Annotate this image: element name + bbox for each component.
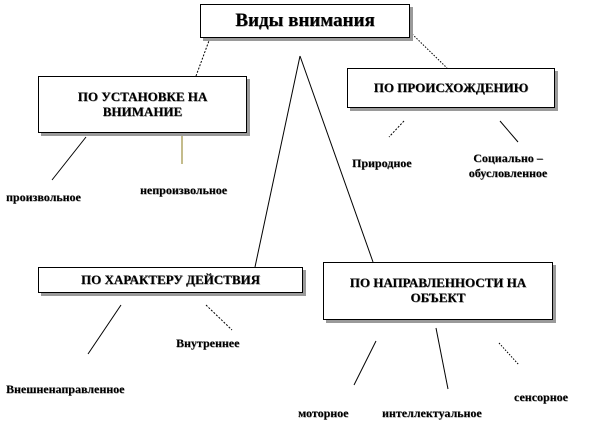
category-ustanovka-node [38, 76, 247, 133]
connector-napravlennost-intellektualnoe [436, 328, 448, 389]
category-napravlennost-label: ПО НАПРАВЛЕННОСТИ НА ОБЪЕКТ [349, 275, 527, 305]
connector-ustanovka-proizvolnoe [52, 137, 86, 180]
category-kharakter-node [38, 267, 303, 293]
connector-root-kharakter [255, 56, 300, 267]
leaf-sensornoe: сенсорное [514, 390, 568, 404]
root-node [200, 4, 410, 38]
root-label: Виды внимания [235, 10, 375, 32]
connector-kharakter-vneshne [88, 305, 121, 354]
leaf-vnutrennee: Внутреннее [176, 336, 240, 350]
leaf-socialno: Социально – обусловленное [468, 151, 548, 180]
leaf-neproizvolnoe: непроизвольное [140, 183, 228, 197]
connector-root-proiskhozhdenie [410, 32, 447, 68]
connector-napravlennost-sensornoe [499, 343, 519, 365]
leaf-prirodnoe: Природное [352, 156, 412, 170]
leaf-motornoe: моторное [298, 406, 349, 420]
connector-root-ustanovka [196, 38, 210, 76]
category-proiskhozhdenie-label: ПО ПРОИСХОЖДЕНИЮ [373, 79, 529, 95]
connector-kharakter-vnutrennee [206, 305, 232, 330]
connector-proiskhozhdenie-prirodnoe [389, 121, 404, 137]
category-kharakter-label: ПО ХАРАКТЕРУ ДЕЙСТВИЯ [80, 271, 261, 287]
leaf-proizvolnoe: произвольное [6, 190, 81, 204]
category-proiskhozhdenie-node [347, 68, 555, 108]
leaf-vneshnenapravlennoe: Внешненаправленное [6, 382, 125, 396]
connector-napravlennost-motornoe [354, 341, 376, 385]
category-napravlennost-node [323, 262, 553, 320]
category-ustanovka-label: ПО УСТАНОВКЕ НА ВНИМАНИЕ [77, 88, 208, 119]
connector-proiskhozhdenie-socialno [500, 121, 518, 142]
leaf-intellektualnoe: интеллектуальное [382, 406, 482, 420]
